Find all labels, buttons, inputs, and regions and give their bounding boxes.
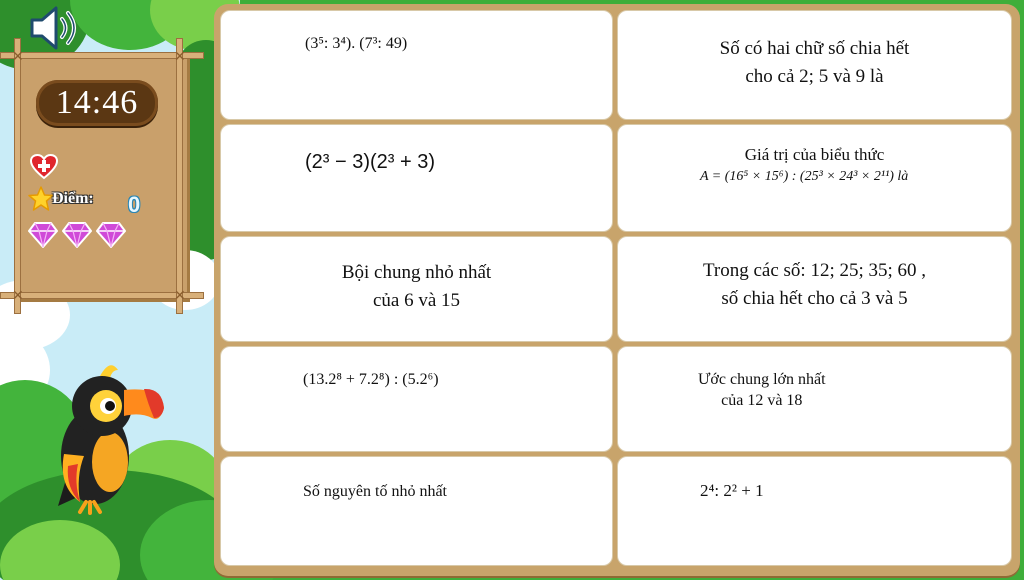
countdown-timer: 14:46 [36, 80, 158, 126]
match-card[interactable] [220, 236, 613, 342]
diamond-icon [28, 222, 58, 248]
match-card[interactable] [617, 236, 1012, 342]
card-text: Bội chung nhỏ nhất của 6 và 15 [341, 262, 492, 311]
card-text: Trong các số: 12; 25; 35; 60 , số chia hết cho cả 3 và 5 [702, 260, 927, 309]
match-card[interactable] [617, 346, 1012, 452]
match-card[interactable] [617, 124, 1012, 232]
score-row [28, 186, 94, 212]
match-card[interactable] [220, 456, 613, 566]
toucan-icon [40, 356, 170, 516]
match-card[interactable] [617, 10, 1012, 120]
knot: ✕ [12, 288, 24, 304]
bamboo-pole [14, 38, 21, 314]
knot: ✕ [174, 288, 186, 304]
card-text: (3⁵: 3⁴). (7³: 49) [305, 35, 408, 52]
knot: ✕ [174, 49, 186, 65]
card-text: Ước chung lớn nhất của 12 và 18 [698, 371, 826, 409]
score-value: 0 [128, 192, 141, 217]
card-text: (13.2⁸ + 7.2⁸) : (5.2⁶) [303, 371, 439, 388]
life-indicator [30, 154, 58, 185]
card-text: 2⁴: 2² + 1 [700, 481, 764, 500]
score-label: Điểm: [52, 190, 94, 207]
card-text: (2³ − 3)(2³ + 3) [305, 151, 436, 173]
card-text: Số nguyên tố nhỏ nhất [303, 483, 447, 500]
sound-toggle-button[interactable] [26, 4, 86, 52]
gem-lives [28, 222, 126, 248]
card-text: Giá trị của biểu thức [744, 145, 885, 164]
match-card[interactable] [220, 10, 613, 120]
match-card[interactable] [617, 456, 1012, 566]
knot: ✕ [12, 49, 24, 65]
diamond-icon [62, 222, 92, 248]
speaker-icon [26, 4, 86, 52]
star-icon [28, 186, 54, 212]
bamboo-pole [176, 38, 183, 314]
match-card[interactable] [220, 346, 613, 452]
diamond-icon [96, 222, 126, 248]
card-text: A = (16⁵ × 15⁶) : (25³ × 24³ × 2¹¹) là [700, 169, 909, 184]
card-text: Số có hai chữ số chia hết cho cả 2; 5 và 9 là [719, 38, 910, 87]
heart-plus-icon [30, 154, 58, 180]
match-card[interactable] [220, 124, 613, 232]
